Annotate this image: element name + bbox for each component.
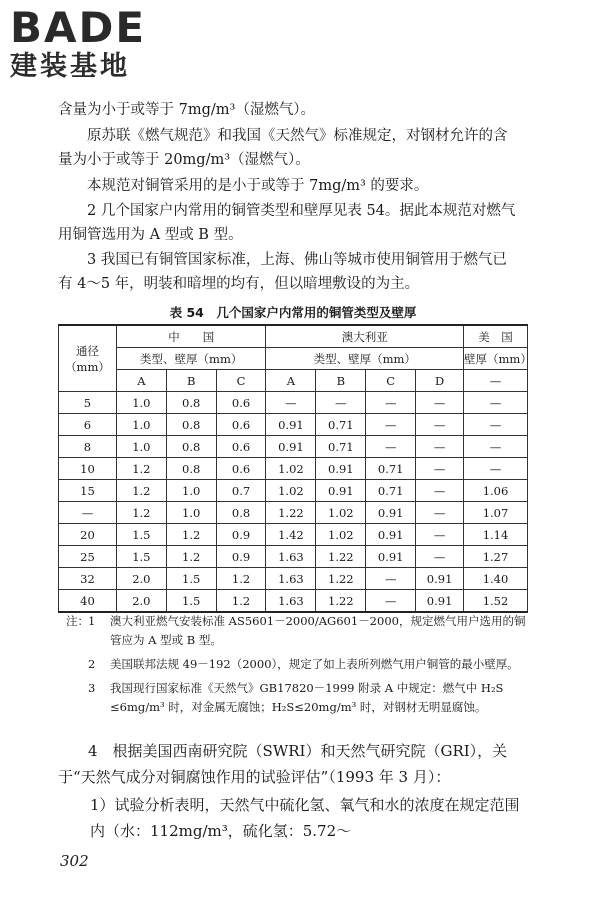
cell-thickness: 1.07 [464,502,528,524]
header-usa-thickness: 壁厚（mm） [464,348,528,370]
cell-thickness: 1.40 [464,568,528,590]
cell-thickness: 0.91 [316,458,366,480]
cell-thickness: — [416,414,464,436]
cell-thickness: 0.91 [266,414,316,436]
logo [10,3,180,82]
subcol-china-a: A [116,370,166,392]
cell-thickness: — [366,392,416,414]
cell-thickness: 0.9 [216,524,266,546]
cell-thickness: 0.91 [366,524,416,546]
cell-diameter: 15 [59,480,117,502]
table-row [59,568,528,590]
paragraph-4: 2 几个国家户内常用的铜管类型和壁厚见表 54。据此本规范对燃气用铜管选用为 A 型或 B 型。 [58,203,516,243]
cell-thickness: 1.22 [316,590,366,613]
cell-diameter: 40 [59,590,117,613]
paragraph-3: 本规范对铜管采用的是小于或等于 7mg/m³ 的要求。 [87,178,429,194]
paragraph-5: 3 我国已有铜管国家标准，上海、佛山等城市使用铜管用于燃气已有 4～5 年，明装和暗埋的均有，但以暗埋敷设的为主。 [58,252,507,292]
cell-thickness: 0.6 [216,436,266,458]
table-row [59,524,528,546]
table-row [59,436,528,458]
note-1 [66,612,536,650]
cell-thickness: 1.52 [464,590,528,613]
cell-thickness: 1.14 [464,524,528,546]
cell-thickness: — [416,502,464,524]
cell-diameter: — [59,502,117,524]
cell-thickness: 1.63 [266,590,316,613]
cell-diameter: 8 [59,436,117,458]
note-2 [66,655,536,674]
cell-thickness: 1.2 [166,524,216,546]
cell-thickness: — [464,458,528,480]
notes-label: 注： [66,614,89,628]
cell-thickness: 1.02 [266,480,316,502]
table-row [59,546,528,568]
cell-thickness: 1.42 [266,524,316,546]
paragraph-6: 4 根据美国西南研究院（SWRI）和天然气研究院（GRI），关于“天然气成分对铜腐蚀作用的试验评估”（1993 年 3 月）： [58,742,508,786]
cell-thickness: 0.91 [366,546,416,568]
note-text: 美国联邦法规 49－192（2000），规定了如上表所列燃气用户铜管的最小壁厚。 [110,657,519,671]
cell-thickness: — [416,458,464,480]
cell-thickness: — [416,480,464,502]
cell-thickness: 0.8 [166,436,216,458]
cell-thickness: 1.5 [166,590,216,613]
note-3 [66,679,536,717]
subcol-aus-c: C [366,370,416,392]
cell-thickness: 1.63 [266,568,316,590]
cell-thickness: 0.6 [216,392,266,414]
cell-thickness: 1.5 [116,524,166,546]
note-number: 3 [88,681,96,695]
cell-thickness: 1.02 [316,502,366,524]
cell-thickness: 1.02 [266,458,316,480]
cell-thickness: 0.8 [166,414,216,436]
table-row [59,458,528,480]
cell-thickness: 0.6 [216,458,266,480]
note-text: 我国现行国家标准《天然气》GB17820－1999 附录 A 中规定：燃气中 H₂S ≤6mg/m³ 时，对金属无腐蚀；H₂S≤20mg/m³ 时，对钢材无明显腐蚀。 [110,681,504,714]
cell-thickness: 0.91 [416,568,464,590]
subcol-aus-b: B [316,370,366,392]
cell-thickness: — [464,436,528,458]
table-row [59,502,528,524]
header-australia: 澳大利亚 [266,325,464,348]
cell-thickness: 0.91 [366,502,416,524]
note-number: 2 [88,657,96,671]
table-row [59,414,528,436]
cell-thickness: — [464,392,528,414]
cell-diameter: 5 [59,392,117,414]
paragraph-2: 原苏联《燃气规范》和我国《天然气》标准规定，对钢材允许的含量为小于或等于 20mg/m³（湿燃气）。 [58,128,508,168]
table-row [59,480,528,502]
cell-thickness: — [366,568,416,590]
cell-thickness: 0.71 [366,480,416,502]
cell-thickness: 2.0 [116,590,166,613]
cell-thickness: 1.02 [316,524,366,546]
header-china: 中 国 [116,325,266,348]
table-notes [66,612,536,722]
paragraph-1: 含量为小于或等于 7mg/m³（湿燃气）。 [58,102,316,118]
cell-thickness: 1.06 [464,480,528,502]
cell-thickness: — [366,590,416,613]
cell-thickness: 0.71 [366,458,416,480]
cell-diameter: 32 [59,568,117,590]
cell-thickness: 0.71 [316,436,366,458]
table-caption: 表 54 几个国家户内常用的铜管类型及壁厚 [169,305,417,320]
cell-thickness: — [366,414,416,436]
note-number: 1 [88,614,96,628]
table-row [59,590,528,613]
cell-thickness: 1.2 [166,546,216,568]
cell-thickness: 0.7 [216,480,266,502]
cell-thickness: 1.2 [116,480,166,502]
cell-thickness: 1.5 [166,568,216,590]
cell-thickness: — [266,392,316,414]
paragraph-7: 1）试验分析表明，天然气中硫化氢、氧气和水的浓度在规定范围内（水：112mg/m³，硫化氢：5.72～ [90,796,520,840]
cell-thickness: 0.8 [166,392,216,414]
logo-subtitle: 建装基地 [10,51,130,82]
cell-thickness: 0.8 [166,458,216,480]
cell-diameter: 25 [59,546,117,568]
cell-thickness: — [366,436,416,458]
page-number: 302 [60,852,89,870]
cell-thickness: 1.63 [266,546,316,568]
cell-thickness: 1.5 [116,546,166,568]
cell-thickness: 1.22 [316,546,366,568]
cell-thickness: — [416,436,464,458]
cell-thickness: 1.0 [116,392,166,414]
subcol-aus-d: D [416,370,464,392]
cell-thickness: 0.91 [266,436,316,458]
cell-thickness: 1.22 [316,568,366,590]
cell-thickness: 1.2 [116,502,166,524]
header-australia-type: 类型、壁厚（mm） [266,348,464,370]
cell-thickness: 1.0 [166,502,216,524]
cell-thickness: 0.6 [216,414,266,436]
cell-thickness: — [464,414,528,436]
cell-thickness: 0.8 [216,502,266,524]
cell-thickness: 1.2 [216,590,266,613]
subcol-aus-a: A [266,370,316,392]
cell-thickness: 0.91 [316,480,366,502]
header-diameter: 通径（mm） [59,325,117,392]
note-text: 澳大利亚燃气安装标准 AS5601－2000/AG601－2000，规定燃气用户选用的铜管应为 A 型或 B 型。 [110,614,526,647]
cell-thickness: 1.0 [116,414,166,436]
cell-thickness: 2.0 [116,568,166,590]
cell-thickness: 1.0 [116,436,166,458]
cell-thickness: — [316,392,366,414]
cell-thickness: 1.2 [216,568,266,590]
cell-thickness: — [416,546,464,568]
subcol-usa: — [464,370,528,392]
cell-thickness: 0.71 [316,414,366,436]
cell-diameter: 20 [59,524,117,546]
cell-thickness: — [416,392,464,414]
cell-thickness: — [416,524,464,546]
table-row [59,392,528,414]
cell-thickness: 1.27 [464,546,528,568]
cell-thickness: 1.0 [166,480,216,502]
cell-diameter: 6 [59,414,117,436]
cell-thickness: 0.9 [216,546,266,568]
header-usa: 美 国 [464,325,528,348]
cell-thickness: 1.2 [116,458,166,480]
cell-diameter: 10 [59,458,117,480]
subcol-china-c: C [216,370,266,392]
logo-wordmark: BADE [10,3,147,52]
copper-pipe-table [58,324,532,613]
cell-thickness: 0.91 [416,590,464,613]
header-china-type: 类型、壁厚（mm） [116,348,266,370]
cell-thickness: 1.22 [266,502,316,524]
subcol-china-b: B [166,370,216,392]
